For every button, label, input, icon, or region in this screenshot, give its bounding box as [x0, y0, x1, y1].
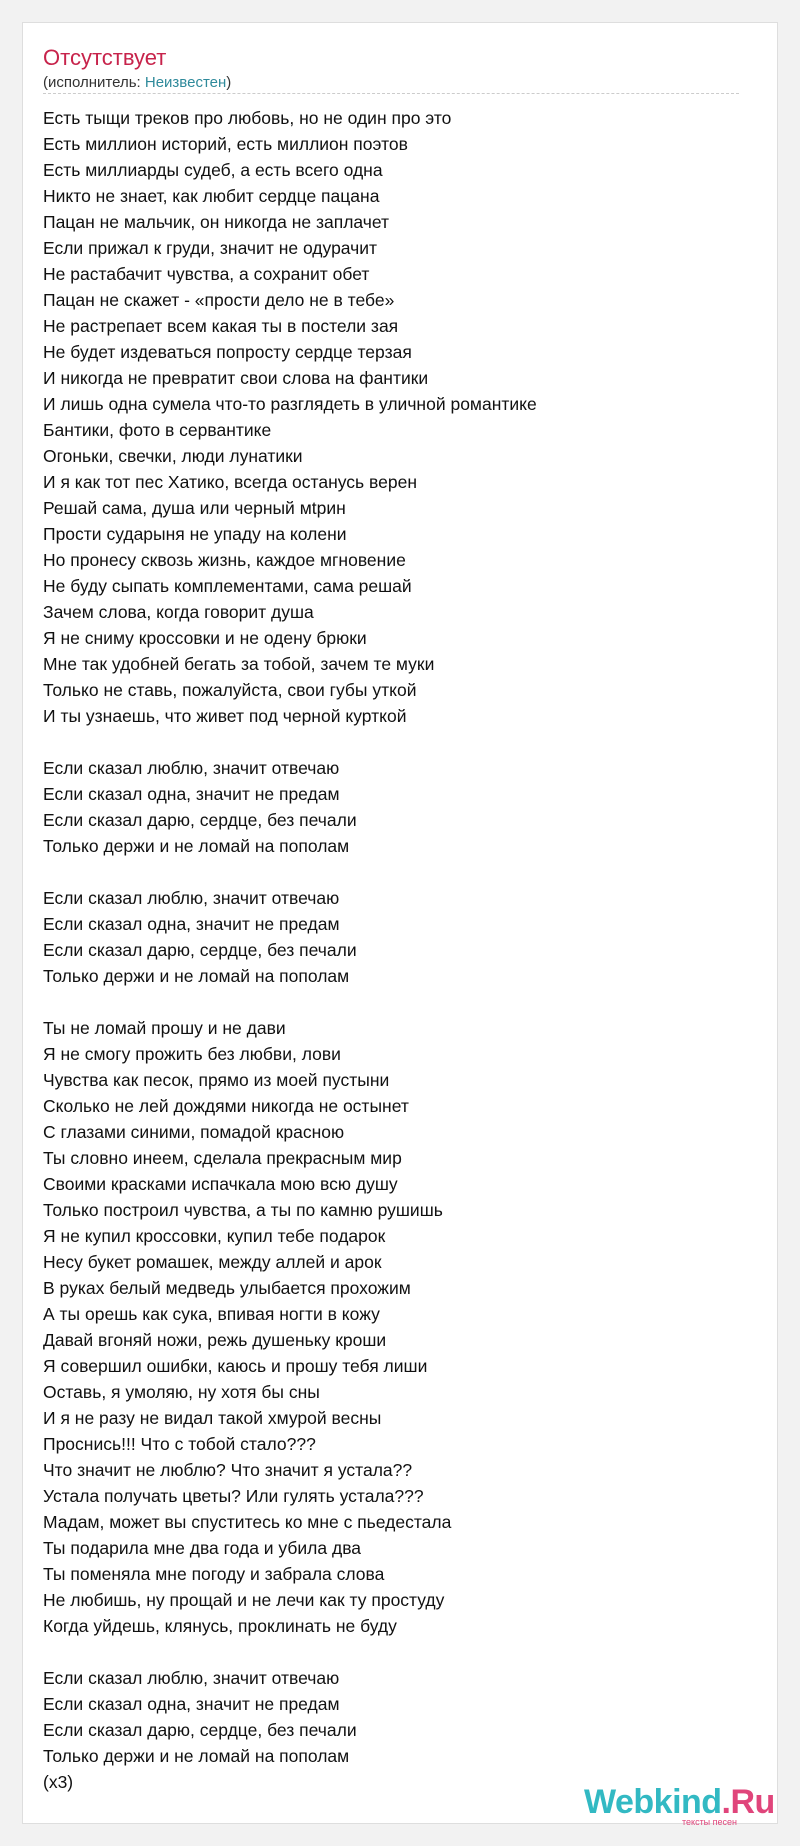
lyric-line: Есть миллион историй, есть миллион поэтов — [43, 134, 408, 154]
lyric-line: И я как тот пес Хатико, всегда останусь верен — [43, 472, 417, 492]
lyric-line: Проснись!!! Что с тобой стало??? — [43, 1434, 316, 1454]
lyric-line: Если сказал люблю, значит отвечаю — [43, 1668, 340, 1688]
lyric-line: Есть миллиарды судеб, а есть всего одна — [43, 160, 383, 180]
lyric-line: Решай сама, душа или черный мtрин — [43, 498, 346, 518]
lyric-line: Зачем слова, когда говорит душа — [43, 602, 314, 622]
lyric-line: Только держи и не ломай на пополам — [43, 836, 350, 856]
lyric-line: Есть тыщи треков про любовь, но не один про это — [43, 108, 452, 128]
lyric-line: Я совершил ошибки, каюсь и прошу тебя лиши — [43, 1356, 428, 1376]
lyric-line: Если сказал одна, значит не предам — [43, 1694, 340, 1714]
header-divider — [43, 93, 739, 94]
lyric-line: Мне так удобней бегать за тобой, зачем те муки — [43, 654, 435, 674]
lyric-line: Если сказал одна, значит не предам — [43, 914, 340, 934]
lyrics-card — [22, 22, 778, 1827]
lyric-line: Я не смогу прожить без любви, лови — [43, 1044, 341, 1064]
lyric-line: Никто не знает, как любит сердце пацана — [43, 186, 380, 206]
lyric-line: (x3) — [43, 1772, 74, 1792]
lyric-line: Пацан не мальчик, он никогда не заплачет — [43, 212, 390, 232]
stanza-gap — [43, 989, 743, 1015]
lyric-line: Ты словно инеем, сделала прекрасным мир — [43, 1148, 402, 1168]
lyric-line: Я не сниму кроссовки и не одену брюки — [43, 628, 367, 648]
lyric-line: Несу букет ромашек, между аллей и арок — [43, 1252, 382, 1272]
lyric-line: Но пронесу сквозь жизнь, каждое мгновение — [43, 550, 406, 570]
artist-prefix: (исполнитель: — [43, 74, 145, 91]
lyric-line: Ты не ломай прошу и не дави — [43, 1018, 286, 1038]
lyric-line: Не любишь, ну прощай и не лечи как ту простуду — [43, 1590, 445, 1610]
lyric-line: Давай вгоняй ножи, режь душеньку кроши — [43, 1330, 387, 1350]
lyrics-body — [43, 105, 743, 1795]
lyric-line: Только построил чувства, а ты по камню рушишь — [43, 1200, 443, 1220]
lyric-line: И лишь одна сумела что-то разглядеть в уличной романтике — [43, 394, 537, 414]
stanza-gap — [43, 729, 743, 755]
song-title: Отсутствует — [43, 45, 167, 70]
logo-tagline: тексты песен — [682, 1817, 738, 1827]
lyric-line: Что значит не люблю? Что значит я устала?? — [43, 1460, 413, 1480]
lyric-line: Устала получать цветы? Или гулять устала??? — [43, 1486, 424, 1506]
lyric-line: И никогда не превратит свои слова на фантики — [43, 368, 429, 388]
lyric-line: Я не купил кроссовки, купил тебе подарок — [43, 1226, 386, 1246]
lyric-line: Если сказал люблю, значит отвечаю — [43, 888, 340, 908]
lyric-line: Только не ставь, пожалуйста, свои губы уткой — [43, 680, 417, 700]
lyric-line: Только держи и не ломай на пополам — [43, 1746, 350, 1766]
artist-line — [43, 73, 231, 93]
lyric-line: И ты узнаешь, что живет под черной курткой — [43, 706, 407, 726]
lyric-line: Если сказал одна, значит не предам — [43, 784, 340, 804]
lyric-line: Своими красками испачкала мою всю душу — [43, 1174, 398, 1194]
logo-wordmark — [584, 1782, 775, 1822]
lyric-line: А ты орешь как сука, впивая ногти в кожу — [43, 1304, 380, 1324]
lyric-line: Бантики, фото в сервантике — [43, 420, 272, 440]
lyric-line: Не растрепает всем какая ты в постели зая — [43, 316, 399, 336]
stanza-gap — [43, 859, 743, 885]
webkind-logo[interactable] — [584, 1782, 774, 1830]
lyric-line: Чувства как песок, прямо из моей пустыни — [43, 1070, 390, 1090]
logo-domain: .Ru — [721, 1783, 775, 1821]
lyric-line: Оставь, я умоляю, ну хотя бы сны — [43, 1382, 320, 1402]
lyric-line: Если сказал люблю, значит отвечаю — [43, 758, 340, 778]
lyric-line: С глазами синими, помадой красною — [43, 1122, 345, 1142]
lyric-line: Если прижал к груди, значит не одурачит — [43, 238, 378, 258]
lyric-line: Пацан не скажет - «прости дело не в тебе» — [43, 290, 395, 310]
lyric-line: Если сказал дарю, сердце, без печали — [43, 810, 357, 830]
lyric-line: Если сказал дарю, сердце, без печали — [43, 940, 357, 960]
lyric-line: Ты поменяла мне погоду и забрала слова — [43, 1564, 385, 1584]
lyric-line: Огоньки, свечки, люди лунатики — [43, 446, 303, 466]
logo-word: Webkind — [584, 1783, 722, 1821]
lyric-line: И я не разу не видал такой хмурой весны — [43, 1408, 382, 1428]
lyric-line: Ты подарила мне два года и убила два — [43, 1538, 362, 1558]
stanza-gap — [43, 1639, 743, 1665]
lyric-line: Мадам, может вы спуститесь ко мне с пьедестала — [43, 1512, 452, 1532]
lyric-line: Сколько не лей дождями никогда не остынет — [43, 1096, 409, 1116]
lyric-line: В руках белый медведь улыбается прохожим — [43, 1278, 411, 1298]
lyric-line: Только держи и не ломай на пополам — [43, 966, 350, 986]
lyric-line: Когда уйдешь, клянусь, проклинать не буду — [43, 1616, 397, 1636]
artist-suffix: ) — [226, 74, 232, 91]
lyric-line: Если сказал дарю, сердце, без печали — [43, 1720, 357, 1740]
lyric-line: Не буду сыпать комплементами, сама решай — [43, 576, 412, 596]
lyric-line: Не растабачит чувства, а сохранит обет — [43, 264, 370, 284]
lyric-line: Прости сударыня не упаду на колени — [43, 524, 347, 544]
artist-link[interactable]: Неизвестен — [144, 74, 227, 91]
lyric-line: Не будет издеваться попросту сердце терзая — [43, 342, 412, 362]
